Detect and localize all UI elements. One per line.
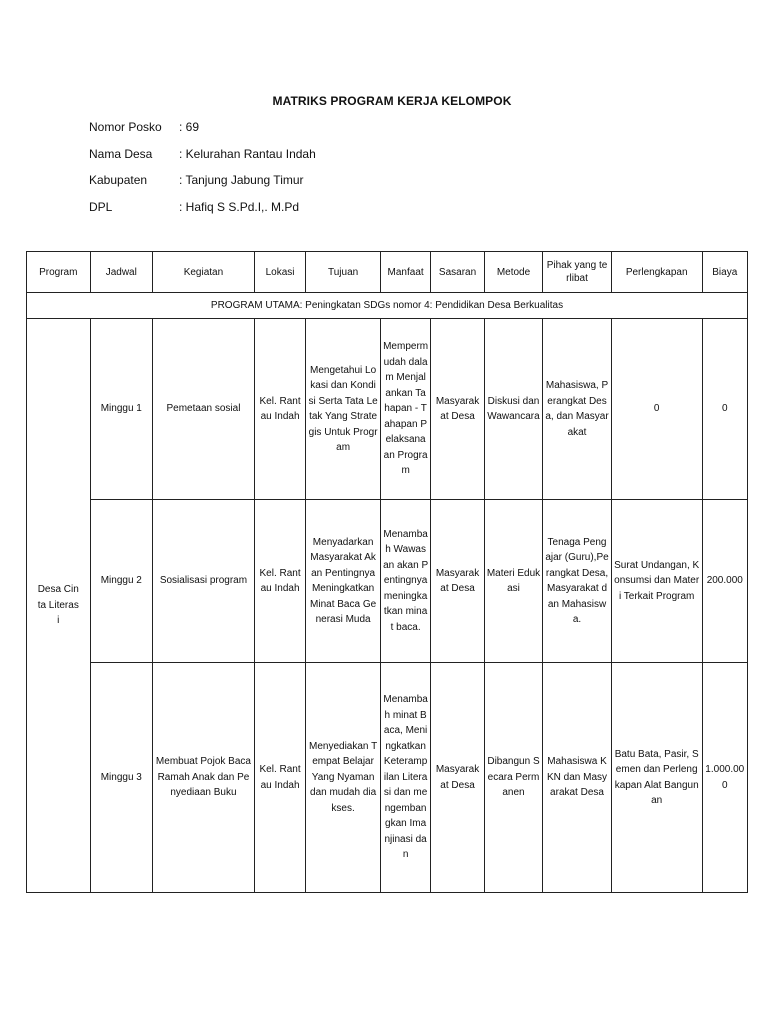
info-value: : 69 [179, 120, 200, 134]
perlengkapan-cell: Surat Undangan, Konsumsi dan Materi Terkait Program [611, 500, 702, 663]
header-pihak: Pihak yang terlibat [543, 252, 612, 293]
metode-cell: Materi Edukasi [484, 500, 542, 663]
info-row-nama-desa [89, 147, 316, 174]
program-name-cell [27, 319, 91, 893]
table-row [27, 500, 748, 663]
pihak-cell: Mahasiswa, Perangkat Desa, dan Masyarakat [543, 319, 612, 500]
kegiatan-cell: Pemetaan sosial [153, 319, 255, 500]
header-metode: Metode [484, 252, 542, 293]
info-block [89, 120, 316, 226]
lokasi-cell: Kel. Rantau Indah [254, 319, 305, 500]
lokasi-cell: Kel. Rantau Indah [254, 663, 305, 893]
tujuan-cell: Mengetahui Lokasi dan Kondisi Serta Tata Letak Yang Strategis Untuk Program [306, 319, 381, 500]
program-banner: PROGRAM UTAMA: Peningkatan SDGs nomor 4: Pendidikan Desa Berkualitas [27, 293, 748, 319]
header-biaya: Biaya [702, 252, 747, 293]
program-name: Desa Cinta Literasi [37, 584, 79, 627]
info-value: : Hafiq S S.Pd.I,. M.Pd [179, 199, 300, 214]
table-row [27, 663, 748, 893]
info-label: DPL [89, 199, 113, 214]
info-row-kabupaten [89, 173, 316, 200]
sasaran-cell: Masyarakat Desa [431, 319, 484, 500]
metode-cell: Dibangun Secara Permanen [484, 663, 542, 893]
header-perlengkapan: Perlengkapan [611, 252, 702, 293]
sasaran-cell: Masyarakat Desa [431, 663, 484, 893]
info-value: : Tanjung Jabung Timur [179, 173, 304, 187]
manfaat-cell: Menambah Wawasan akan Pentingnya meningkatkan minat baca. [380, 500, 430, 663]
header-program: Program [27, 252, 91, 293]
biaya-cell: 1.000.000 [702, 663, 747, 893]
program-banner-row [27, 293, 748, 319]
header-manfaat: Manfaat [380, 252, 430, 293]
info-label: Nomor Posko [89, 120, 162, 134]
header-lokasi: Lokasi [254, 252, 305, 293]
info-label: Nama Desa [89, 146, 153, 161]
info-row-nomor-posko [89, 120, 316, 147]
manfaat-cell: Mempermudah dalam Menjalankan Tahapan - Tahapan Pelaksanaan Program [380, 319, 430, 500]
header-tujuan: Tujuan [306, 252, 381, 293]
header-kegiatan: Kegiatan [153, 252, 255, 293]
tujuan-cell: Menyediakan Tempat Belajar Yang Nyaman dan mudah diakses. [306, 663, 381, 893]
biaya-cell: 0 [702, 319, 747, 500]
metode-cell: Diskusi dan Wawancara [484, 319, 542, 500]
kegiatan-cell: Sosialisasi program [153, 500, 255, 663]
pihak-cell: Tenaga Pengajar (Guru),Perangkat Desa, Masyarakat dan Mahasiswa. [543, 500, 612, 663]
perlengkapan-cell: 0 [611, 319, 702, 500]
document-title: MATRIKS PROGRAM KERJA KELOMPOK [272, 94, 512, 108]
tujuan-cell: Menyadarkan Masyarakat Akan Pentingnya Meningkatkan Minat Baca Generasi Muda [306, 500, 381, 663]
info-label: Kabupaten [89, 173, 148, 187]
program-matrix-table [26, 251, 748, 893]
biaya-cell: 200.000 [702, 500, 747, 663]
header-jadwal: Jadwal [90, 252, 153, 293]
sasaran-cell: Masyarakat Desa [431, 500, 484, 663]
info-row-dpl [89, 200, 316, 227]
table-header-row [27, 252, 748, 293]
jadwal-cell: Minggu 1 [90, 319, 153, 500]
perlengkapan-cell: Batu Bata, Pasir, Semen dan Perlengkapan Alat Bangunan [611, 663, 702, 893]
kegiatan-cell: Membuat Pojok Baca Ramah Anak dan Penyediaan Buku [153, 663, 255, 893]
pihak-cell: Mahasiswa KKN dan Masyarakat Desa [543, 663, 612, 893]
lokasi-cell: Kel. Rantau Indah [254, 500, 305, 663]
table-row [27, 319, 748, 500]
jadwal-cell: Minggu 3 [90, 663, 153, 893]
header-sasaran: Sasaran [431, 252, 484, 293]
jadwal-cell: Minggu 2 [90, 500, 153, 663]
info-value: : Kelurahan Rantau Indah [179, 146, 316, 161]
manfaat-cell: Menambah minat Baca, Meningkatkan Keterampilan Literasi dan mengembangkan Imanjinasi dan [380, 663, 430, 893]
